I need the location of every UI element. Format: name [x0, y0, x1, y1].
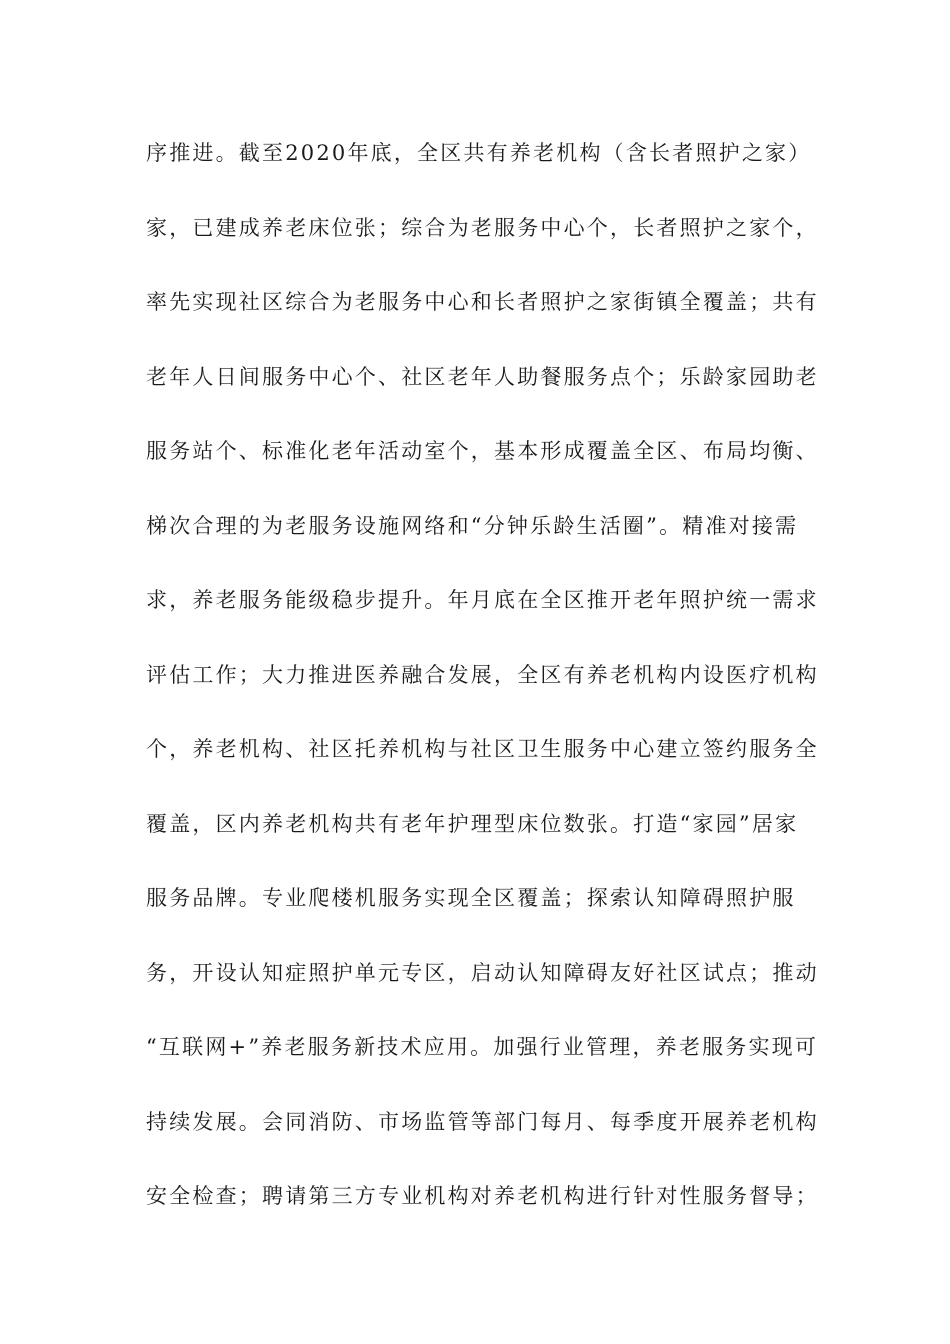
text-line: 序推进。截至2020年底，全区共有养老机构（含长者照护之家）: [146, 141, 812, 165]
text-line: 服务站个、标准化老年活动室个，基本形成覆盖全区、布局均衡、: [146, 439, 819, 463]
text-line: 家，已建成养老床位张；综合为老服务中心个，长者照护之家个，: [146, 215, 819, 240]
text-line: 务，开设认知症照护单元专区，启动认知障碍友好社区试点；推动: [146, 960, 819, 985]
text-line: 率先实现社区综合为老服务中心和长者照护之家街镇全覆盖；共有: [146, 290, 819, 314]
text-line: 老年人日间服务中心个、社区老年人助餐服务点个；乐龄家园助老: [146, 364, 819, 389]
text-line: 持续发展。会同消防、市场监管等部门每月、每季度开展养老机构: [146, 1109, 819, 1134]
text-line: 梯次合理的为老服务设施网络和“分钟乐龄生活圈”。精准对接需: [146, 513, 799, 538]
text-line: 安全检查；聘请第三方专业机构对养老机构进行针对性服务督导；: [146, 1184, 819, 1208]
text-line: 求，养老服务能级稳步提升。年月底在全区推开老年照护统一需求: [146, 588, 819, 612]
text-line: 个，养老机构、社区托养机构与社区卫生服务中心建立签约服务全: [146, 737, 819, 761]
text-line: “互联网+”养老服务新技术应用。加强行业管理，养老服务实现可: [146, 1035, 819, 1059]
body-text: [146, 133, 819, 1251]
text-line: 覆盖，区内养老机构共有老年护理型床位数张。打造“家园”居家: [146, 811, 799, 836]
text-line: 评估工作；大力推进医养融合发展，全区有养老机构内设医疗机构: [146, 662, 819, 687]
text-line: 服务品牌。专业爬楼机服务实现全区覆盖；探索认知障碍照护服: [146, 886, 796, 910]
